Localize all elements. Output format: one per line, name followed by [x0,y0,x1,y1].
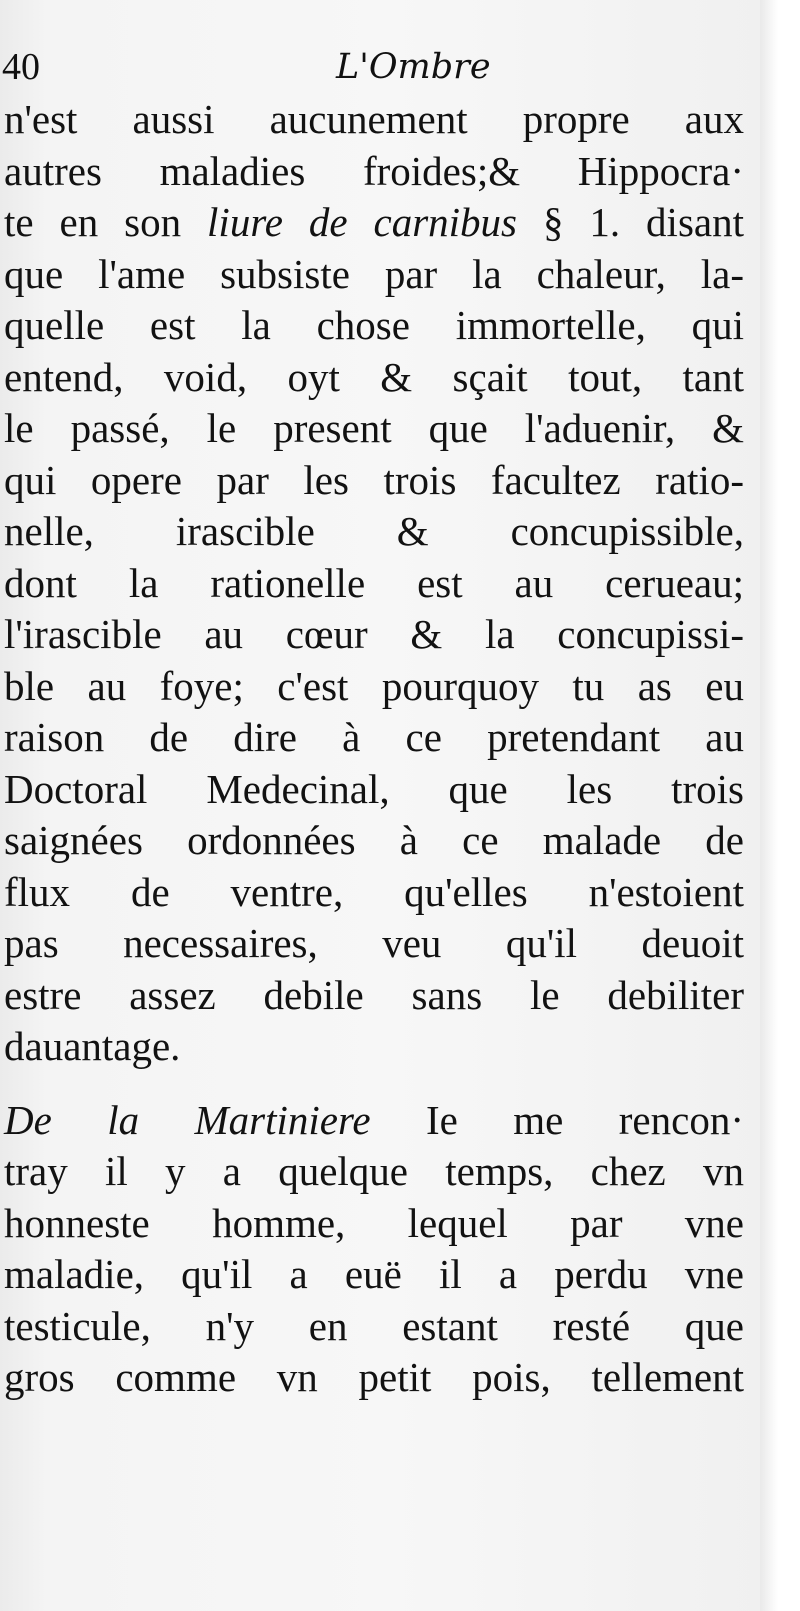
text-line: nelle, irascible & concupissible, [4,508,744,554]
text-line: dont la rationelle est au cerueau; [4,559,744,606]
running-title: L'Ombre [336,47,491,87]
page-number: 40 [2,46,40,88]
text-line: l'irascible au cœur & la concupissi- [4,611,744,657]
text-line: autres maladies froides;& Hippocra· [4,147,744,194]
text-line: flux de ventre, qu'elles n'estoient [4,868,744,915]
book-title-italic: liure de carnibus [207,199,518,245]
text-line: que l'ame subsiste par la chaleur, la- [4,250,744,297]
speaker-name: De la Martiniere [4,1096,371,1143]
text-line: saignées ordonnées à ce malade de [4,817,744,863]
text-line: Doctoral Medecinal, que les trois [4,765,744,812]
text-line: estre assez debile sans le debiliter [4,971,744,1018]
text-line: le passé, le present que l'aduenir, & [4,405,744,451]
text-line [4,197,744,249]
text-run: Ie me rencon· [370,1096,744,1143]
page-edge [760,0,800,1611]
text-line: ble au foye; c'est pourquoy tu as eu [4,662,744,709]
text-line: qui opere par les trois facultez ratio- [4,456,744,503]
text-line: tray il y a quelque temps, chez vn [4,1148,744,1194]
text-run: te en son [4,199,208,245]
page-body [4,94,744,1404]
text-line: pas necessaires, veu qu'il deuoit [4,920,744,966]
text-line: n'est aussi aucunement propre aux [4,96,744,142]
text-line: quelle est la chose immortelle, qui [4,302,744,348]
page-header [0,42,760,92]
text-run: § 1. disant [517,199,744,245]
text-line: dauantage. [4,1023,181,1069]
text-line: raison de dire à ce pretendant au [4,714,744,760]
paragraph-gap [4,1073,744,1095]
text-line: gros comme vn petit pois, tellement [4,1354,744,1400]
text-line: testicule, n'y en estant resté que [4,1302,744,1349]
text-line: maladie, qu'il a euë il a perdu vne [4,1251,744,1297]
text-line [4,1095,744,1147]
text-line: entend, void, oyt & sçait tout, tant [4,353,744,400]
text-line: honneste homme, lequel par vne [4,1199,744,1246]
